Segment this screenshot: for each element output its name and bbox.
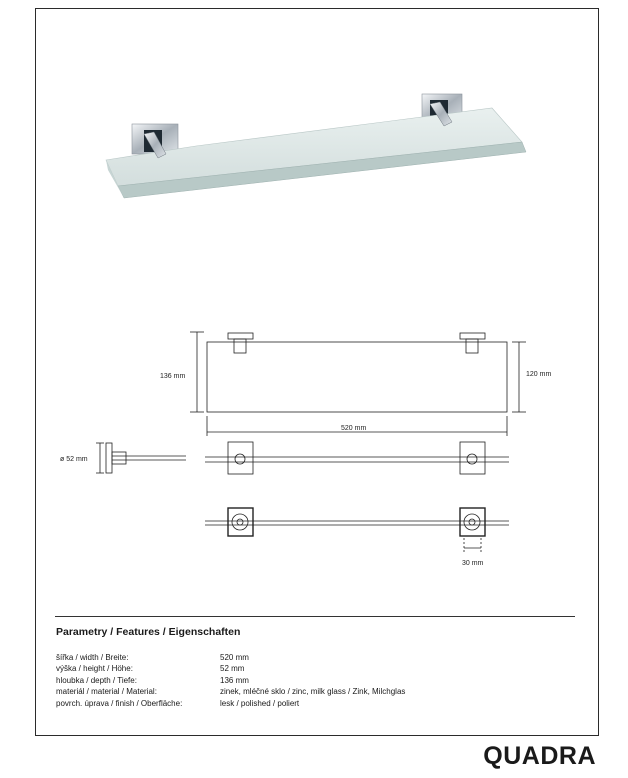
spec-label: povrch. úprava / finish / Oberfläche: — [56, 698, 183, 708]
spec-table — [56, 652, 405, 709]
dim-bracket: 30 mm — [462, 560, 484, 567]
spec-label: výška / height / Höhe: — [56, 664, 133, 674]
spec-value: lesk / polished / poliert — [220, 698, 300, 708]
spec-value: zinek, mléčné sklo / zinc, milk glass / Zink, Milchglas — [220, 687, 406, 697]
spec-value: 136 mm — [220, 675, 249, 685]
spec-row — [56, 652, 405, 663]
spec-value: 52 mm — [220, 664, 245, 674]
spec-row — [56, 698, 405, 709]
spec-value: 520 mm — [220, 653, 249, 662]
dim-width: 520 mm — [341, 425, 367, 432]
dim-depth-right: 120 mm — [526, 371, 552, 378]
spec-row — [56, 663, 405, 674]
brand-title: QUADRA — [483, 742, 596, 770]
spec-label: hloubka / depth / Tiefe: — [56, 675, 137, 685]
features-heading: Parametry / Features / Eigenschaften — [56, 626, 241, 638]
spec-label: šířka / width / Breite: — [56, 653, 129, 662]
spec-row — [56, 675, 405, 686]
shelf-top-view — [207, 342, 507, 412]
dim-depth-left: 136 mm — [160, 373, 186, 380]
spec-row — [56, 686, 405, 697]
section-divider — [55, 616, 575, 617]
spec-label: materiál / material / Material: — [56, 687, 157, 697]
dim-diameter: ø 52 mm — [60, 456, 88, 463]
